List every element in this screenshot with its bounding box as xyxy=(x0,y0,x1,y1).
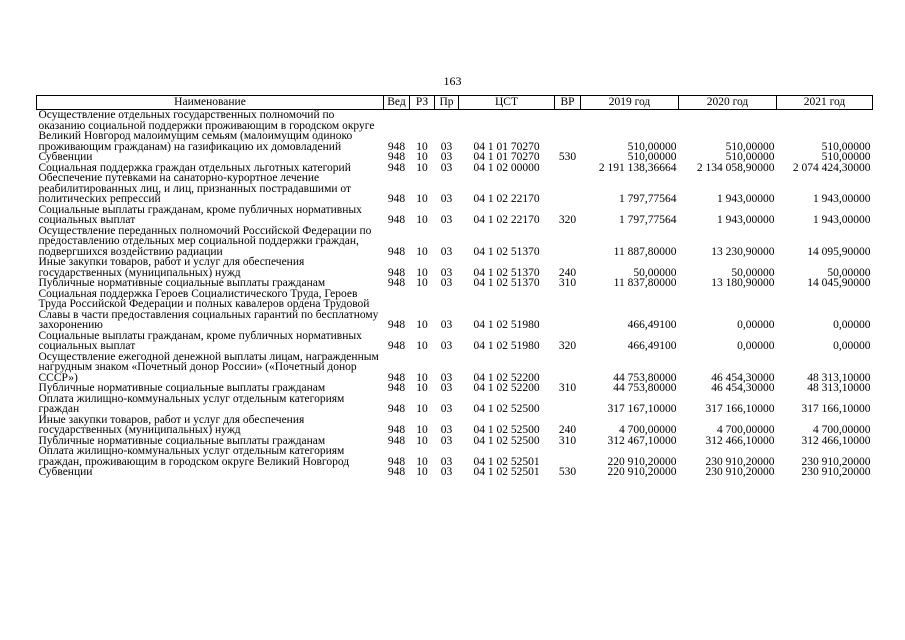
row-pr: 03 xyxy=(440,455,453,468)
row-amount-2021: 48 313,10000 xyxy=(807,382,871,394)
column-header-vr: ВР xyxy=(555,96,581,110)
row-rz: 10 xyxy=(416,455,428,468)
table-row xyxy=(37,467,873,478)
row-amount-2019: 44 753,80000 xyxy=(613,382,677,394)
row-amount-2019: 1 797,77564 xyxy=(619,193,677,205)
row-amount-2019: 220 910,20000 xyxy=(607,455,677,468)
row-amount-2021: 510,00000 xyxy=(821,151,871,163)
row-cst: 04 1 02 52200 xyxy=(473,382,540,394)
row-pr: 03 xyxy=(440,214,453,226)
row-vr: 310 xyxy=(558,277,577,289)
row-name: Осуществление переданных полномочий Российской Федерации по предоставлению отдельных мер социальной поддержки граждан, подвергшихся воздействию радиации xyxy=(38,224,372,258)
row-ved: 948 xyxy=(387,140,406,153)
row-rz: 10 xyxy=(416,434,428,447)
row-amount-2020: 1 943,00000 xyxy=(717,193,775,205)
row-amount-2021: 0,00000 xyxy=(833,319,871,331)
row-cst: 04 1 02 52200 xyxy=(473,371,540,384)
table-row xyxy=(37,110,873,153)
row-pr: 03 xyxy=(440,245,453,258)
row-name: Социальные выплаты гражданам, кроме публичных нормативных социальных выплат xyxy=(38,329,362,352)
row-cst: 04 1 02 51980 xyxy=(473,319,540,331)
row-pr: 03 xyxy=(440,277,453,289)
row-rz: 10 xyxy=(416,371,428,384)
row-amount-2019: 510,00000 xyxy=(627,140,677,153)
row-amount-2021: 230 910,20000 xyxy=(801,455,871,468)
row-amount-2019: 466,49100 xyxy=(627,319,677,331)
row-pr: 03 xyxy=(440,151,453,163)
table-row xyxy=(37,331,873,352)
row-name: Публичные нормативные социальные выплаты гражданам xyxy=(38,434,326,447)
column-header-2021: 2021 год xyxy=(777,96,873,110)
row-name: Субвенции xyxy=(38,151,93,163)
row-vr xyxy=(555,446,581,467)
row-vr xyxy=(555,352,581,384)
row-ved: 948 xyxy=(387,266,406,279)
row-amount-2021: 0,00000 xyxy=(833,340,871,352)
row-amount-2020: 510,00000 xyxy=(725,151,775,163)
row-rz: 10 xyxy=(416,245,428,258)
row-cst: 04 1 01 70270 xyxy=(473,140,540,153)
column-header-rz: РЗ xyxy=(410,96,435,110)
row-name: Социальные выплаты гражданам, кроме публичных нормативных социальных выплат xyxy=(38,203,362,226)
row-cst: 04 1 02 22170 xyxy=(473,193,540,205)
row-vr xyxy=(555,289,581,331)
row-amount-2020: 0,00000 xyxy=(737,319,775,331)
row-amount-2019: 11 887,80000 xyxy=(613,245,677,258)
row-rz: 10 xyxy=(416,403,428,415)
row-ved: 948 xyxy=(387,434,406,447)
row-vr: 240 xyxy=(558,424,577,436)
row-amount-2019: 1 797,77564 xyxy=(619,214,677,226)
row-amount-2021: 14 045,90000 xyxy=(807,277,871,289)
table-row xyxy=(37,446,873,467)
row-amount-2021: 312 466,10000 xyxy=(801,434,871,447)
row-cst: 04 1 02 51370 xyxy=(473,245,540,258)
row-rz: 10 xyxy=(416,151,428,163)
row-ved: 948 xyxy=(387,214,406,226)
row-ved: 948 xyxy=(387,424,406,436)
table-header-row xyxy=(37,96,873,110)
table-row xyxy=(37,257,873,278)
row-cst: 04 1 02 22170 xyxy=(473,214,540,226)
row-amount-2019: 220 910,20000 xyxy=(607,466,677,478)
row-name: Субвенции xyxy=(38,466,93,478)
row-vr: 320 xyxy=(558,340,577,352)
row-amount-2020: 230 910,20000 xyxy=(705,466,775,478)
row-ved: 948 xyxy=(387,161,406,174)
row-pr: 03 xyxy=(440,266,453,279)
row-name: Осуществление отдельных государственных полномочий по оказанию социальной поддержки проживающим в городском округе Великий Новгород малоимущим семьям (малоимущим одиноко проживающим гражданам) на газификацию их домовладений xyxy=(38,109,375,153)
row-rz: 10 xyxy=(416,193,428,205)
row-vr: 530 xyxy=(558,151,577,163)
row-amount-2021: 230 910,20000 xyxy=(801,466,871,478)
row-amount-2020: 13 180,90000 xyxy=(711,277,775,289)
row-ved: 948 xyxy=(387,245,406,258)
row-amount-2019: 312 467,10000 xyxy=(607,434,677,447)
row-amount-2021: 1 943,00000 xyxy=(813,214,871,226)
row-amount-2020: 4 700,00000 xyxy=(717,424,775,436)
row-amount-2019: 2 191 138,36664 xyxy=(598,161,677,174)
row-cst: 04 1 02 51370 xyxy=(473,266,540,279)
row-pr: 03 xyxy=(440,161,453,174)
row-amount-2020: 0,00000 xyxy=(737,340,775,352)
row-amount-2019: 466,49100 xyxy=(627,340,677,352)
row-amount-2020: 46 454,30000 xyxy=(711,371,775,384)
row-ved: 948 xyxy=(387,466,406,478)
row-rz: 10 xyxy=(416,319,428,331)
row-amount-2020: 317 166,10000 xyxy=(705,403,775,415)
row-amount-2019: 11 837,80000 xyxy=(613,277,677,289)
row-amount-2020: 46 454,30000 xyxy=(711,382,775,394)
row-amount-2021: 14 095,90000 xyxy=(807,245,871,258)
row-rz: 10 xyxy=(416,382,428,394)
row-amount-2019: 317 167,10000 xyxy=(607,403,677,415)
row-name: Осуществление ежегодной денежной выплаты лицам, награжденным нагрудным знаком «Почетный донор России» («Почетный донор СССР») xyxy=(38,350,379,384)
table-row xyxy=(37,415,873,436)
row-cst: 04 1 02 52501 xyxy=(473,455,540,468)
row-name: Социальная поддержка Героев Социалистического Труда, Героев Труда Российской Федерации и полных кавалеров ордена Трудовой Славы в части предоставления социальных гарантий по бесплатному захоронению xyxy=(38,287,379,331)
row-pr: 03 xyxy=(440,403,453,415)
row-rz: 10 xyxy=(416,266,428,279)
row-vr: 240 xyxy=(558,266,577,279)
row-vr xyxy=(555,110,581,153)
row-pr: 03 xyxy=(440,193,453,205)
row-name: Публичные нормативные социальные выплаты гражданам xyxy=(38,382,326,394)
row-rz: 10 xyxy=(416,424,428,436)
row-pr: 03 xyxy=(440,340,453,352)
row-name: Иные закупки товаров, работ и услуг для обеспечения государственных (муниципальных) нужд xyxy=(38,256,305,279)
row-ved: 948 xyxy=(387,151,406,163)
row-ved: 948 xyxy=(387,455,406,468)
row-vr xyxy=(555,394,581,415)
row-pr: 03 xyxy=(440,319,453,331)
row-pr: 03 xyxy=(440,382,453,394)
row-amount-2021: 317 166,10000 xyxy=(801,403,871,415)
row-cst: 04 1 02 52500 xyxy=(473,403,540,415)
row-amount-2020: 312 466,10000 xyxy=(705,434,775,447)
row-amount-2021: 1 943,00000 xyxy=(813,193,871,205)
row-cst: 04 1 02 52500 xyxy=(473,424,540,436)
row-ved: 948 xyxy=(387,277,406,289)
table-row xyxy=(37,383,873,394)
table-row xyxy=(37,205,873,226)
row-name: Оплата жилищно-коммунальных услуг отдельным категориям граждан xyxy=(38,392,345,415)
row-amount-2020: 1 943,00000 xyxy=(717,214,775,226)
row-vr: 530 xyxy=(558,466,577,478)
row-name: Социальная поддержка граждан отдельных льготных категорий xyxy=(38,161,351,174)
budget-table xyxy=(36,95,873,478)
row-rz: 10 xyxy=(416,161,428,174)
row-pr: 03 xyxy=(440,424,453,436)
row-amount-2020: 50,00000 xyxy=(731,266,775,279)
row-ved: 948 xyxy=(387,382,406,394)
row-rz: 10 xyxy=(416,214,428,226)
row-ved: 948 xyxy=(387,319,406,331)
row-rz: 10 xyxy=(416,277,428,289)
row-amount-2019: 50,00000 xyxy=(633,266,677,279)
table-row xyxy=(37,278,873,289)
row-ved: 948 xyxy=(387,193,406,205)
row-vr: 310 xyxy=(558,382,577,394)
column-header-cst: ЦСТ xyxy=(459,96,555,110)
row-name: Публичные нормативные социальные выплаты гражданам xyxy=(38,277,326,289)
row-amount-2020: 230 910,20000 xyxy=(705,455,775,468)
table-row xyxy=(37,152,873,163)
table-row xyxy=(37,289,873,331)
table-row xyxy=(37,394,873,415)
row-vr: 310 xyxy=(558,434,577,447)
column-header-ved: Вед xyxy=(384,96,410,110)
row-vr xyxy=(555,226,581,258)
row-amount-2021: 2 074 424,30000 xyxy=(792,161,871,174)
row-cst: 04 1 02 52500 xyxy=(473,434,540,447)
row-name: Иные закупки товаров, работ и услуг для обеспечения государственных (муниципальных) нужд xyxy=(38,413,305,436)
column-header-2020: 2020 год xyxy=(679,96,777,110)
row-rz: 10 xyxy=(416,340,428,352)
row-vr: 320 xyxy=(558,214,577,226)
table-row xyxy=(37,226,873,258)
row-cst: 04 1 01 70270 xyxy=(473,151,540,163)
row-amount-2021: 48 313,10000 xyxy=(807,371,871,384)
row-ved: 948 xyxy=(387,403,406,415)
row-pr: 03 xyxy=(440,371,453,384)
row-name: Оплата жилищно-коммунальных услуг отдельным категориям граждан, проживающим в городском округе Великий Новгород xyxy=(38,445,350,468)
row-amount-2019: 4 700,00000 xyxy=(619,424,677,436)
row-amount-2021: 510,00000 xyxy=(821,140,871,153)
row-cst: 04 1 02 51370 xyxy=(473,277,540,289)
row-vr xyxy=(555,173,581,205)
table-row xyxy=(37,352,873,384)
row-amount-2020: 2 134 058,90000 xyxy=(696,161,775,174)
row-vr xyxy=(555,163,581,174)
row-ved: 948 xyxy=(387,340,406,352)
page-number: 163 xyxy=(443,74,462,88)
row-cst: 04 1 02 00000 xyxy=(473,161,540,174)
row-pr: 03 xyxy=(440,140,453,153)
row-rz: 10 xyxy=(416,466,428,478)
row-amount-2020: 13 230,90000 xyxy=(711,245,775,258)
row-name: Обеспечение путевками на санаторно-курортное лечение реабилитированных лиц, и лиц, признанных пострадавшими от политических репрессий xyxy=(38,172,352,205)
table-row xyxy=(37,173,873,205)
row-cst: 04 1 02 52501 xyxy=(473,466,540,478)
row-cst: 04 1 02 51980 xyxy=(473,340,540,352)
row-pr: 03 xyxy=(440,434,453,447)
row-ved: 948 xyxy=(387,371,406,384)
row-amount-2019: 44 753,80000 xyxy=(613,371,677,384)
column-header-pr: Пр xyxy=(435,96,459,110)
row-amount-2021: 50,00000 xyxy=(827,266,871,279)
row-amount-2020: 510,00000 xyxy=(725,140,775,153)
row-pr: 03 xyxy=(440,466,453,478)
row-rz: 10 xyxy=(416,140,428,153)
row-amount-2021: 4 700,00000 xyxy=(813,424,871,436)
column-header-2019: 2019 год xyxy=(581,96,679,110)
column-header-name: Наименование xyxy=(37,96,384,110)
row-amount-2019: 510,00000 xyxy=(627,151,677,163)
